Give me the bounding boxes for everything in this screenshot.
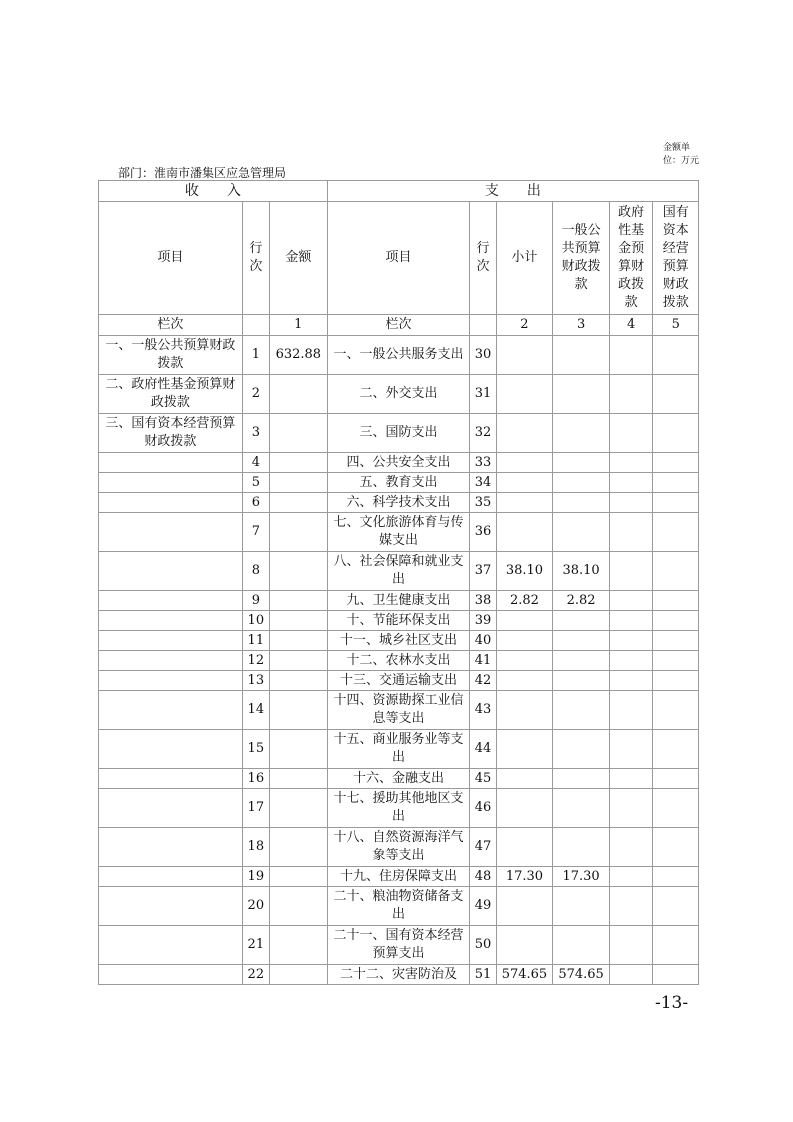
income-item <box>99 473 243 493</box>
gov-fund-cell <box>609 473 653 493</box>
gov-fund-cell <box>609 453 653 473</box>
income-amount <box>269 926 327 965</box>
expense-item: 六、科学技术支出 <box>327 493 470 513</box>
table-row <box>99 631 699 651</box>
expense-line: 34 <box>470 473 496 493</box>
income-line: 21 <box>242 926 269 965</box>
state-capital-cell <box>653 453 699 473</box>
gov-fund-cell <box>609 730 653 769</box>
income-item <box>99 453 243 473</box>
expense-item: 二十、粮油物资储备支出 <box>327 887 470 926</box>
income-item <box>99 867 243 887</box>
subtotal-cell: 17.30 <box>496 867 553 887</box>
expense-line: 42 <box>470 671 496 691</box>
left-amount-number: 1 <box>269 315 327 336</box>
general-budget-cell <box>553 691 610 730</box>
expense-item: 四、公共安全支出 <box>327 453 470 473</box>
income-line: 8 <box>242 552 269 591</box>
expense-item: 五、教育支出 <box>327 473 470 493</box>
general-budget-cell <box>553 375 610 414</box>
income-line: 5 <box>242 473 269 493</box>
gov-fund-cell <box>609 691 653 730</box>
gov-fund-cell <box>609 375 653 414</box>
expense-item: 十二、农林水支出 <box>327 651 470 671</box>
income-item <box>99 691 243 730</box>
table-body <box>99 181 699 985</box>
income-line: 2 <box>242 375 269 414</box>
subtotal-cell <box>496 513 553 552</box>
expense-line: 39 <box>470 611 496 631</box>
left-column-label: 栏次 <box>99 315 243 336</box>
expense-line: 37 <box>470 552 496 591</box>
gov-fund-cell <box>609 789 653 828</box>
general-budget-cell: 2.82 <box>553 591 610 611</box>
expense-line: 51 <box>470 965 496 985</box>
income-item <box>99 493 243 513</box>
subtotal-cell <box>496 789 553 828</box>
budget-table <box>98 180 699 985</box>
expense-line: 38 <box>470 591 496 611</box>
state-capital-cell <box>653 965 699 985</box>
general-budget-cell <box>553 453 610 473</box>
table-row <box>99 453 699 473</box>
general-budget-cell <box>553 730 610 769</box>
state-capital-cell <box>653 591 699 611</box>
general-budget-cell <box>553 473 610 493</box>
income-item: 二、政府性基金预算财政拨款 <box>99 375 243 414</box>
subtotal-cell <box>496 493 553 513</box>
state-capital-cell <box>653 473 699 493</box>
general-budget-cell <box>553 926 610 965</box>
state-capital-cell <box>653 611 699 631</box>
gov-fund-cell <box>609 671 653 691</box>
col-number-3: 3 <box>553 315 610 336</box>
col-line-left: 行次 <box>242 202 269 315</box>
income-item <box>99 671 243 691</box>
subtotal-cell <box>496 611 553 631</box>
general-budget-cell <box>553 513 610 552</box>
column-number-row <box>99 315 699 336</box>
general-budget-cell <box>553 828 610 867</box>
income-line: 7 <box>242 513 269 552</box>
income-line: 18 <box>242 828 269 867</box>
expense-line: 50 <box>470 926 496 965</box>
table-row <box>99 926 699 965</box>
subtotal-cell <box>496 730 553 769</box>
income-line: 19 <box>242 867 269 887</box>
subtotal-cell <box>496 453 553 473</box>
state-capital-cell <box>653 730 699 769</box>
state-capital-cell <box>653 513 699 552</box>
subtotal-cell <box>496 769 553 789</box>
expense-line: 40 <box>470 631 496 651</box>
income-line: 14 <box>242 691 269 730</box>
left-line-empty <box>242 315 269 336</box>
expense-line: 32 <box>470 414 496 453</box>
subtotal-cell: 574.65 <box>496 965 553 985</box>
gov-fund-cell <box>609 867 653 887</box>
subtotal-cell: 38.10 <box>496 552 553 591</box>
state-capital-cell <box>653 769 699 789</box>
subtotal-cell <box>496 691 553 730</box>
income-amount <box>269 691 327 730</box>
expense-item: 十三、交通运输支出 <box>327 671 470 691</box>
col-amount: 金额 <box>269 202 327 315</box>
income-amount <box>269 828 327 867</box>
table-row <box>99 552 699 591</box>
income-item <box>99 611 243 631</box>
table-row <box>99 473 699 493</box>
gov-fund-cell <box>609 336 653 375</box>
state-capital-cell <box>653 414 699 453</box>
expense-item: 十一、城乡社区支出 <box>327 631 470 651</box>
income-line: 15 <box>242 730 269 769</box>
subtotal-cell <box>496 375 553 414</box>
state-capital-cell <box>653 671 699 691</box>
expense-item: 二十一、国有资本经营预算支出 <box>327 926 470 965</box>
expense-line: 36 <box>470 513 496 552</box>
income-item <box>99 513 243 552</box>
income-amount <box>269 769 327 789</box>
income-line: 6 <box>242 493 269 513</box>
state-capital-cell <box>653 828 699 867</box>
general-budget-cell <box>553 631 610 651</box>
income-line: 16 <box>242 769 269 789</box>
col-item-right: 项目 <box>327 202 470 315</box>
general-budget-cell <box>553 493 610 513</box>
subtotal-cell <box>496 631 553 651</box>
income-amount <box>269 965 327 985</box>
gov-fund-cell <box>609 414 653 453</box>
expense-line: 35 <box>470 493 496 513</box>
expense-line: 31 <box>470 375 496 414</box>
col-subtotal: 小计 <box>496 202 553 315</box>
expense-item: 十、节能环保支出 <box>327 611 470 631</box>
income-item: 一、一般公共预算财政拨款 <box>99 336 243 375</box>
income-item <box>99 591 243 611</box>
subtotal-cell <box>496 887 553 926</box>
gov-fund-cell <box>609 552 653 591</box>
income-line: 10 <box>242 611 269 631</box>
col-number-4: 4 <box>609 315 653 336</box>
expense-item: 十五、商业服务业等支出 <box>327 730 470 769</box>
table-row <box>99 867 699 887</box>
table-row <box>99 651 699 671</box>
state-capital-cell <box>653 336 699 375</box>
income-amount <box>269 730 327 769</box>
gov-fund-cell <box>609 513 653 552</box>
subtotal-cell <box>496 828 553 867</box>
expense-line: 44 <box>470 730 496 769</box>
state-capital-cell <box>653 631 699 651</box>
income-item <box>99 651 243 671</box>
general-budget-cell <box>553 671 610 691</box>
expense-item: 十四、资源勘探工业信息等支出 <box>327 691 470 730</box>
expense-item: 二、外交支出 <box>327 375 470 414</box>
gov-fund-cell <box>609 769 653 789</box>
gov-fund-cell <box>609 591 653 611</box>
expense-item: 二十二、灾害防治及 <box>327 965 470 985</box>
gov-fund-cell <box>609 611 653 631</box>
income-item <box>99 789 243 828</box>
income-amount <box>269 887 327 926</box>
gov-fund-cell <box>609 651 653 671</box>
income-item <box>99 887 243 926</box>
table-row <box>99 730 699 769</box>
expense-item: 七、文化旅游体育与传媒支出 <box>327 513 470 552</box>
income-item <box>99 552 243 591</box>
income-line: 1 <box>242 336 269 375</box>
expense-line: 48 <box>470 867 496 887</box>
table-row <box>99 671 699 691</box>
state-capital-cell <box>653 375 699 414</box>
state-capital-cell <box>653 493 699 513</box>
gov-fund-cell <box>609 887 653 926</box>
table-row <box>99 828 699 867</box>
subtotal-cell <box>496 336 553 375</box>
general-budget-cell <box>553 611 610 631</box>
income-item <box>99 730 243 769</box>
income-line: 4 <box>242 453 269 473</box>
table-row <box>99 769 699 789</box>
income-amount <box>269 631 327 651</box>
col-gov-fund: 政府性基金预算财政拨款 <box>609 202 653 315</box>
state-capital-cell <box>653 651 699 671</box>
income-line: 11 <box>242 631 269 651</box>
general-budget-cell: 17.30 <box>553 867 610 887</box>
page-number: -13- <box>655 993 689 1013</box>
income-amount <box>269 671 327 691</box>
subtotal-cell <box>496 651 553 671</box>
subtotal-cell <box>496 473 553 493</box>
expense-item: 十九、住房保障支出 <box>327 867 470 887</box>
income-header: 收 入 <box>99 181 328 202</box>
table-row <box>99 513 699 552</box>
expense-line: 33 <box>470 453 496 473</box>
table-row <box>99 691 699 730</box>
expense-item: 十八、自然资源海洋气象等支出 <box>327 828 470 867</box>
col-number-5: 5 <box>653 315 699 336</box>
income-line: 22 <box>242 965 269 985</box>
income-item <box>99 631 243 651</box>
state-capital-cell <box>653 867 699 887</box>
expense-line: 45 <box>470 769 496 789</box>
income-amount <box>269 493 327 513</box>
general-budget-cell <box>553 336 610 375</box>
general-budget-cell <box>553 651 610 671</box>
income-amount <box>269 789 327 828</box>
income-line: 13 <box>242 671 269 691</box>
expense-item: 一、一般公共服务支出 <box>327 336 470 375</box>
income-line: 12 <box>242 651 269 671</box>
income-amount <box>269 552 327 591</box>
income-line: 3 <box>242 414 269 453</box>
gov-fund-cell <box>609 631 653 651</box>
subtotal-cell <box>496 926 553 965</box>
state-capital-cell <box>653 552 699 591</box>
general-budget-cell <box>553 887 610 926</box>
table-row <box>99 789 699 828</box>
state-capital-cell <box>653 691 699 730</box>
col-state-capital: 国有资本经营预算财政拨款 <box>653 202 699 315</box>
general-budget-cell: 574.65 <box>553 965 610 985</box>
table-row <box>99 375 699 414</box>
table-row <box>99 414 699 453</box>
expense-line: 43 <box>470 691 496 730</box>
general-budget-cell <box>553 789 610 828</box>
state-capital-cell <box>653 887 699 926</box>
subtotal-cell <box>496 414 553 453</box>
income-line: 9 <box>242 591 269 611</box>
income-amount <box>269 453 327 473</box>
expense-item: 三、国防支出 <box>327 414 470 453</box>
general-budget-cell <box>553 414 610 453</box>
expense-item: 八、社会保障和就业支出 <box>327 552 470 591</box>
expense-line: 49 <box>470 887 496 926</box>
gov-fund-cell <box>609 965 653 985</box>
col-number-2: 2 <box>496 315 553 336</box>
table-row <box>99 887 699 926</box>
table-row <box>99 965 699 985</box>
right-column-label: 栏次 <box>327 315 470 336</box>
expense-line: 30 <box>470 336 496 375</box>
department-label: 部门：淮南市潘集区应急管理局 <box>118 166 287 180</box>
income-item <box>99 828 243 867</box>
unit-note: 金额单位：万元 <box>663 143 700 166</box>
income-amount <box>269 611 327 631</box>
subtotal-cell <box>496 671 553 691</box>
income-item: 三、国有资本经营预算财政拨款 <box>99 414 243 453</box>
table-row <box>99 493 699 513</box>
col-general: 一般公共预算财政拨款 <box>553 202 610 315</box>
income-amount: 632.88 <box>269 336 327 375</box>
general-budget-cell <box>553 769 610 789</box>
income-line: 20 <box>242 887 269 926</box>
income-item <box>99 965 243 985</box>
header-row-2 <box>99 202 699 315</box>
expense-line: 47 <box>470 828 496 867</box>
table-row <box>99 611 699 631</box>
expense-header: 支 出 <box>327 181 698 202</box>
income-amount <box>269 414 327 453</box>
col-item-left: 项目 <box>99 202 243 315</box>
expense-item: 九、卫生健康支出 <box>327 591 470 611</box>
general-budget-cell: 38.10 <box>553 552 610 591</box>
income-amount <box>269 513 327 552</box>
right-line-empty <box>470 315 496 336</box>
income-amount <box>269 375 327 414</box>
table-row <box>99 336 699 375</box>
expense-line: 41 <box>470 651 496 671</box>
expense-item: 十七、援助其他地区支出 <box>327 789 470 828</box>
subtotal-cell: 2.82 <box>496 591 553 611</box>
expense-item: 十六、金融支出 <box>327 769 470 789</box>
header-row-1 <box>99 181 699 202</box>
expense-line: 46 <box>470 789 496 828</box>
income-amount <box>269 867 327 887</box>
col-line-right: 行次 <box>470 202 496 315</box>
income-amount <box>269 473 327 493</box>
gov-fund-cell <box>609 493 653 513</box>
table-row <box>99 591 699 611</box>
state-capital-cell <box>653 926 699 965</box>
gov-fund-cell <box>609 828 653 867</box>
income-amount <box>269 651 327 671</box>
income-amount <box>269 591 327 611</box>
gov-fund-cell <box>609 926 653 965</box>
state-capital-cell <box>653 789 699 828</box>
income-item <box>99 769 243 789</box>
income-line: 17 <box>242 789 269 828</box>
income-item <box>99 926 243 965</box>
